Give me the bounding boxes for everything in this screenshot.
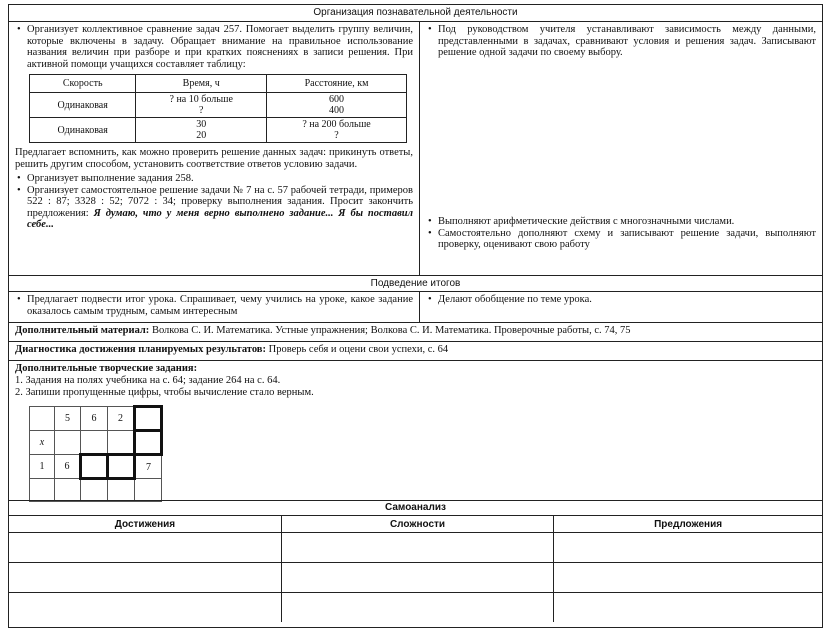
achievements-header: Достижения	[9, 516, 281, 533]
puzzle-digit: 6	[55, 455, 81, 479]
lesson-plan-page	[8, 4, 823, 628]
missing-digit-box	[81, 455, 108, 479]
summary-row	[9, 292, 822, 323]
teacher-list-1	[15, 24, 413, 70]
table-cell: ? на 200 больше ?	[267, 118, 407, 143]
table-row	[9, 533, 822, 563]
student-list-1	[426, 24, 816, 59]
creative-tasks	[9, 361, 822, 496]
extra-material-text: Волкова С. И. Математика. Устные упражнения; Волкова С. И. Математика. Проверочные работы, с. 74, 75	[149, 325, 631, 336]
section-title-summary: Подведение итогов	[9, 276, 822, 292]
table-row	[9, 593, 822, 623]
puzzle-digit: 2	[108, 407, 135, 431]
student-activity	[420, 22, 822, 275]
sentence-prompt: Я думаю, что у меня верно выполнено задание... Я бы поставил себе...	[27, 207, 413, 230]
missing-digit-box	[135, 431, 162, 455]
table-cell: 600 400	[267, 93, 407, 118]
check-paragraph: Предлагает вспомнить, как можно проверить решение данных задач: прикинуть ответы, решить другим способом, установить соответствие ответов условию задачи.	[15, 147, 413, 170]
comparison-table	[29, 74, 407, 143]
summary-student-bullet: • Делают обобщение по теме урока.	[438, 294, 816, 306]
teacher-bullet-2: • Организует выполнение задания 258.	[27, 173, 413, 185]
col-speed-header: Скорость	[30, 75, 136, 93]
missing-digit-box	[108, 455, 135, 479]
table-cell: ? на 10 больше ?	[136, 93, 267, 118]
selfanalysis-title: Самоанализ	[9, 500, 822, 516]
teacher-bullet-1: • Организует коллективное сравнение задач 257. Помогает выделить группу величин, которые включены в задачу. Обращает внимание на правильное использование названия величин при разборе и при кратких пояснениях в записи решения. При активной помощи учащихся составляет таблицу:	[27, 24, 413, 70]
table-row	[30, 118, 407, 143]
section-title-cognitive: Организация познавательной деятельности	[9, 5, 822, 22]
student-bullet-3: • Самостоятельно дополняют схему и записывают решение задачи, выполняют проверку, оценивают свою работу	[438, 228, 816, 251]
cognitive-row	[9, 22, 822, 276]
diagnostics-text: Проверь себя и оцени свои успехи, с. 64	[265, 344, 449, 355]
extra-material	[9, 323, 822, 342]
multiply-sign: x	[30, 431, 55, 455]
teacher-list-2	[15, 173, 413, 231]
difficulties-header: Сложности	[281, 516, 553, 533]
student-bullet-2: • Выполняют арифметические действия с многозначными числами.	[438, 216, 816, 228]
teacher-activity	[9, 22, 420, 275]
table-cell: Одинаковая	[30, 93, 136, 118]
teacher-bullet-3: • Организует самостоятельное решение задачи № 7 на с. 57 рабочей тетради, примеров 522 : 87; 3328 : 52; 7072 : 34; проверку выполнения задания. Просит закончить предложения: Я думаю, что у меня верно выполнено задание... Я бы поставил себе...	[27, 185, 413, 231]
extra-material-label: Дополнительный материал:	[15, 325, 150, 336]
puzzle-digit: 6	[81, 407, 108, 431]
table-cell: Одинаковая	[30, 118, 136, 143]
puzzle-digit: 7	[135, 455, 162, 479]
col-distance-header: Расстояние, км	[267, 75, 407, 93]
table-cell: 30 20	[136, 118, 267, 143]
table-row	[30, 93, 407, 118]
missing-digit-box	[135, 407, 162, 431]
summary-teacher-bullet: • Предлагает подвести итог урока. Спрашивает, чему учились на уроке, какое задание оказалось самым трудным, самым интересным	[27, 294, 413, 317]
diagnostics	[9, 342, 822, 361]
summary-student	[420, 292, 822, 322]
diagnostics-label: Диагностика достижения планируемых результатов:	[15, 344, 266, 355]
puzzle-digit: 5	[55, 407, 81, 431]
summary-teacher	[9, 292, 420, 322]
col-time-header: Время, ч	[136, 75, 267, 93]
student-bullet-1: • Под руководством учителя устанавливают зависимость между данными, представленными в задачах, сравнивают условия и решения задач. Записывают решение одной задачи по своему выбору.	[438, 24, 816, 59]
selfanalysis-table	[9, 516, 822, 622]
creative-label: Дополнительные творческие задания:	[15, 363, 198, 374]
digit-puzzle-grid	[29, 405, 163, 502]
creative-item-2: 2. Запиши пропущенные цифры, чтобы вычисление стало верным.	[15, 387, 314, 398]
table-row	[9, 563, 822, 593]
student-list-2	[426, 216, 816, 251]
puzzle-digit: 1	[30, 455, 55, 479]
creative-item-1: 1. Задания на полях учебника на с. 64; задание 264 на с. 64.	[15, 375, 281, 386]
suggestions-header: Предложения	[554, 516, 822, 533]
